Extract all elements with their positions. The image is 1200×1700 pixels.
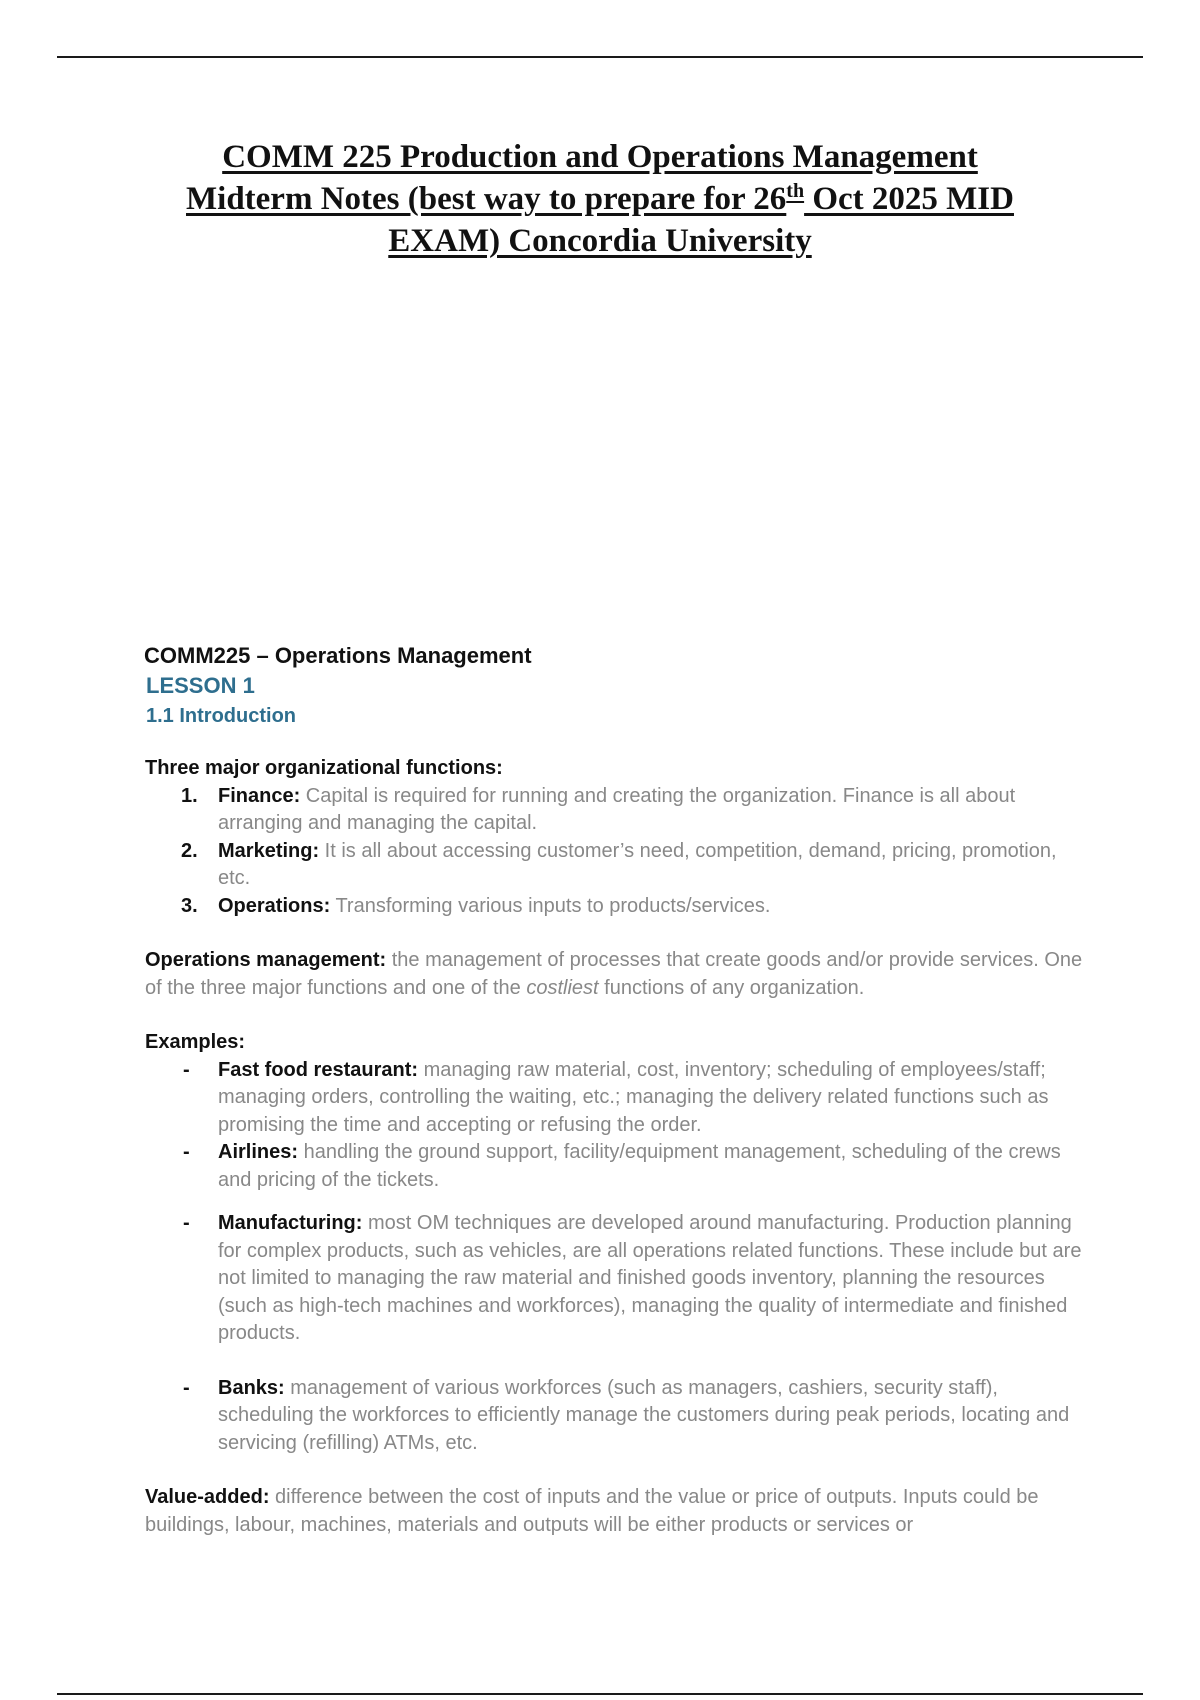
lesson-heading: LESSON 1	[146, 673, 255, 698]
title-line-3: EXAM) Concordia University	[388, 223, 812, 259]
example-airlines: - Airlines: handling the ground support, facility/equipment management, scheduling of the crews and pricing of the tickets.	[183, 1141, 1061, 1191]
value-added-definition: Value-added: difference between the cost of inputs and the value or price of outputs. Inputs could be buildings, labour, machines, materials and outputs will be either products or services or	[145, 1486, 1039, 1536]
term-finance: Finance:	[218, 784, 301, 807]
list-dash: -	[183, 1376, 190, 1399]
course-heading: COMM225 – Operations Management	[144, 643, 532, 668]
top-rule	[57, 56, 1143, 58]
functions-list	[143, 783, 1093, 921]
om-definition: Operations management: the management of processes that create goods and/or provide services. One of the three major functions and one of the costliest functions of any organization.	[145, 949, 1083, 999]
term-banks: Banks:	[218, 1376, 285, 1399]
title-line-1: COMM 225 Production and Operations Management	[222, 139, 978, 175]
list-dash: -	[183, 1212, 190, 1234]
list-dash: -	[183, 1141, 190, 1163]
list-number: 2.	[181, 839, 198, 862]
definition-text: It is all about accessing customer’s need, competition, demand, pricing, promotion, etc.	[218, 839, 1057, 889]
list-item-marketing	[143, 838, 1093, 893]
document-body	[143, 641, 1093, 1539]
examples-heading: Examples:	[145, 1031, 246, 1053]
example-banks: - Banks: management of various workforces (such as managers, cashiers, security staff), scheduling the workforces to efficiently manage the customers during peak periods, locating and servicing (refilling) ATMs, etc.	[183, 1376, 1070, 1454]
functions-heading: Three major organizational functions:	[145, 757, 503, 779]
definition-text: Capital is required for running and creating the organization. Finance is all about arranging and managing the capital.	[218, 784, 1016, 834]
section-heading: 1.1 Introduction	[146, 705, 296, 727]
definition-text: Transforming various inputs to products/services.	[330, 894, 771, 917]
title-superscript: th	[786, 180, 805, 202]
example-manufacturing: - Manufacturing: most OM techniques are developed around manufacturing. Production planning for complex products, such as vehicles, are all operations related functions. These include but are not limited to managing the raw material and finished goods inventory, planning the resources (such as high-tech machines and workforces), managing the quality of intermediate and finished products.	[183, 1212, 1082, 1344]
term-marketing: Marketing:	[218, 839, 320, 862]
list-dash: -	[183, 1058, 190, 1081]
list-number: 3.	[181, 894, 198, 917]
term-airlines: Airlines:	[218, 1141, 299, 1163]
term-manufacturing: Manufacturing:	[218, 1212, 363, 1234]
term-value-added: Value-added:	[145, 1486, 270, 1508]
term-operations: Operations:	[218, 894, 331, 917]
term-operations-management: Operations management:	[145, 949, 387, 971]
list-item-finance	[143, 783, 1093, 838]
examples-list	[143, 1057, 1093, 1458]
term-fast-food: Fast food restaurant:	[218, 1058, 419, 1081]
list-item-operations	[143, 893, 1093, 921]
title-line-2: Midterm Notes (best way to prepare for 26th Oct 2025 MID	[186, 180, 1014, 217]
list-number: 1.	[181, 784, 198, 807]
emphasis-costliest: costliest	[526, 976, 599, 999]
document-title	[100, 136, 1100, 262]
example-fast-food: - Fast food restaurant: managing raw material, cost, inventory; scheduling of employees/staff; managing orders, controlling the waiting, etc.; managing the delivery related functions such as promising the time and accepting or refusing the order.	[183, 1058, 1049, 1136]
bottom-rule	[57, 1693, 1143, 1695]
